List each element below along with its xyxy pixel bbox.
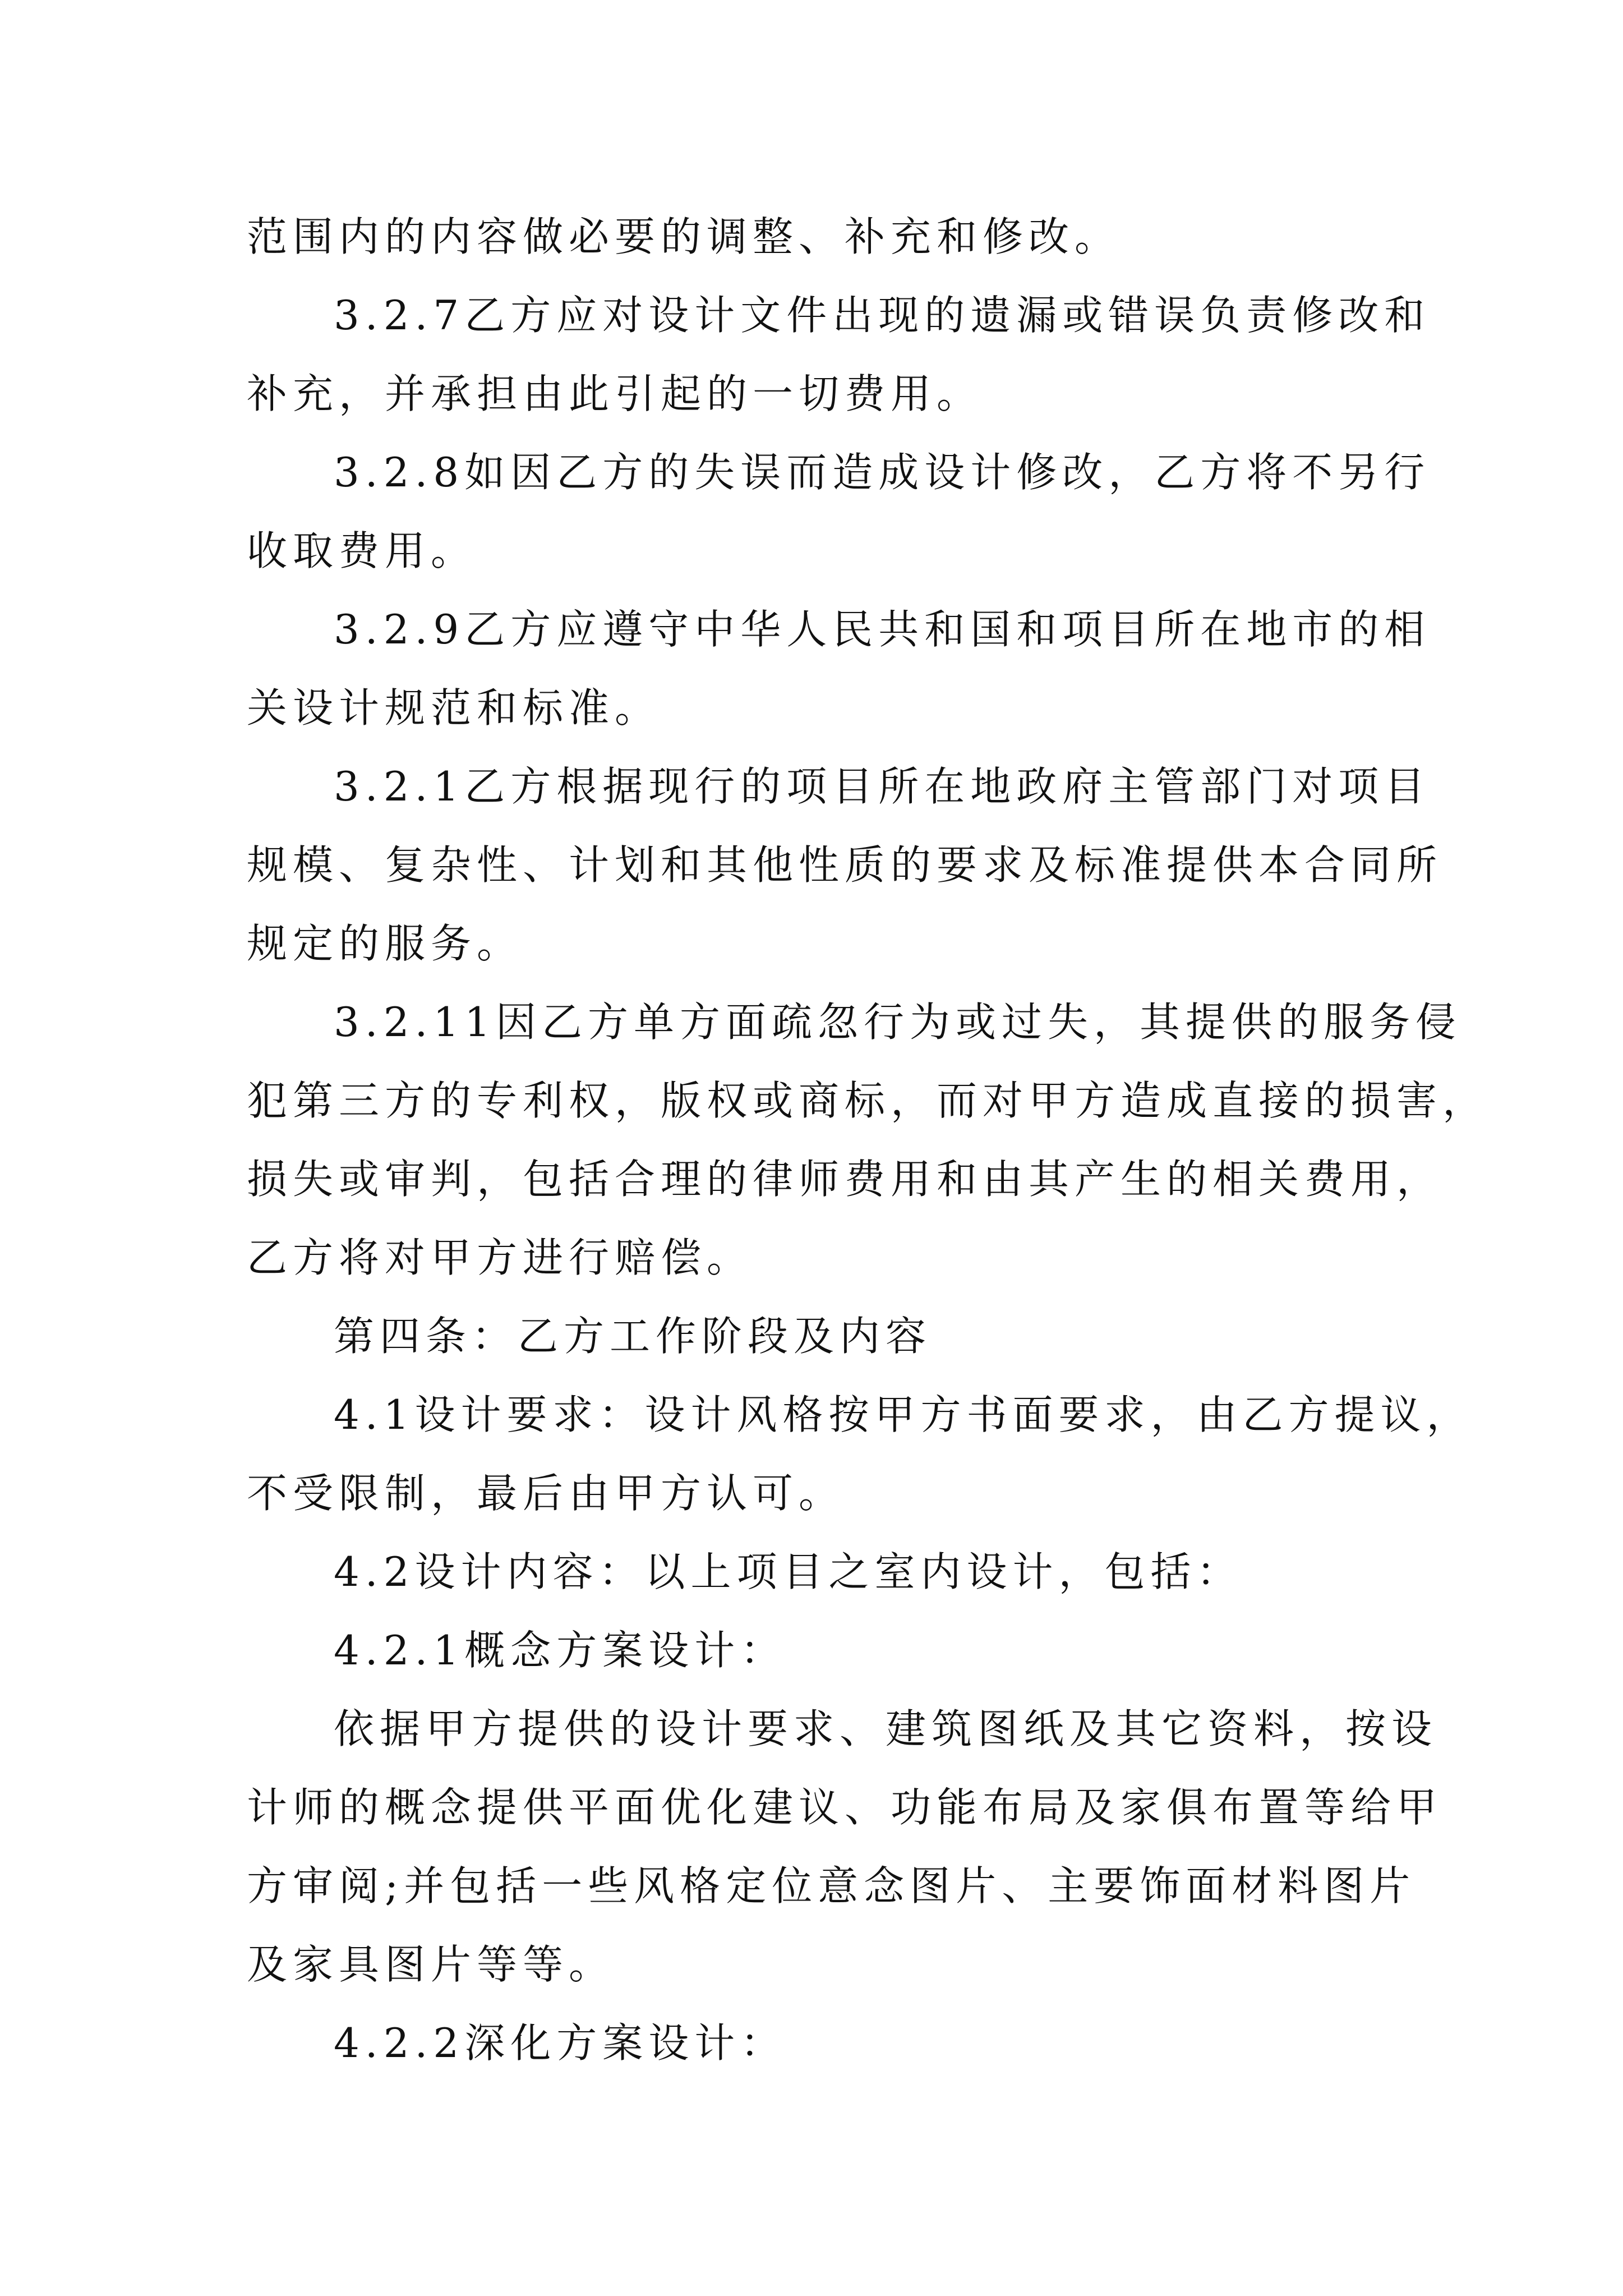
text-line: 4.2.2深化方案设计： [334,2019,787,2067]
text-line: 3.2.1乙方根据现行的项目所在地政府主管部门对项目 [334,763,1431,810]
text-line: 方审阅;并包括一些风格定位意念图片、主要饰面材料图片 [247,1862,1416,1910]
text-line: 3.2.8如因乙方的失误而造成设计修改，乙方将不另行 [334,449,1431,496]
text-line: 计师的概念提供平面优化建议、功能布局及家俱布置等给甲 [247,1784,1443,1831]
text-line: 犯第三方的专利权，版权或商标，而对甲方造成直接的损害， [247,1077,1489,1124]
text-line: 3.2.7乙方应对设计文件出现的遗漏或错误负责修改和 [334,292,1431,339]
text-line: 3.2.9乙方应遵守中华人民共和国和项目所在地市的相 [334,606,1431,653]
text-line: 不受限制，最后由甲方认可。 [247,1470,845,1517]
section-heading: 第四条：乙方工作阶段及内容 [334,1313,932,1360]
text-line: 乙方将对甲方进行赔偿。 [247,1234,753,1281]
text-line: 补充，并承担由此引起的一切费用。 [247,370,983,417]
text-line: 范围内的内容做必要的调整、补充和修改。 [247,213,1121,260]
text-line: 4.1设计要求：设计风格按甲方书面要求，由乙方提议， [334,1391,1473,1438]
text-line: 规定的服务。 [247,920,523,967]
text-line: 及家具图片等等。 [247,1941,615,1988]
text-line: 4.2.1概念方案设计： [334,1627,787,1674]
text-line: 规模、复杂性、计划和其他性质的要求及标准提供本合同所 [247,841,1443,889]
text-line: 依据甲方提供的设计要求、建筑图纸及其它资料，按设 [334,1705,1438,1752]
text-line: 收取费用。 [247,527,477,574]
text-line: 关设计规范和标准。 [247,684,661,731]
text-line: 损失或审判，包括合理的律师费用和由其产生的相关费用， [247,1156,1443,1203]
text-line: 4.2设计内容：以上项目之室内设计，包括： [334,1548,1243,1595]
text-line: 3.2.11因乙方单方面疏忽行为或过失，其提供的服务侵 [334,999,1462,1046]
